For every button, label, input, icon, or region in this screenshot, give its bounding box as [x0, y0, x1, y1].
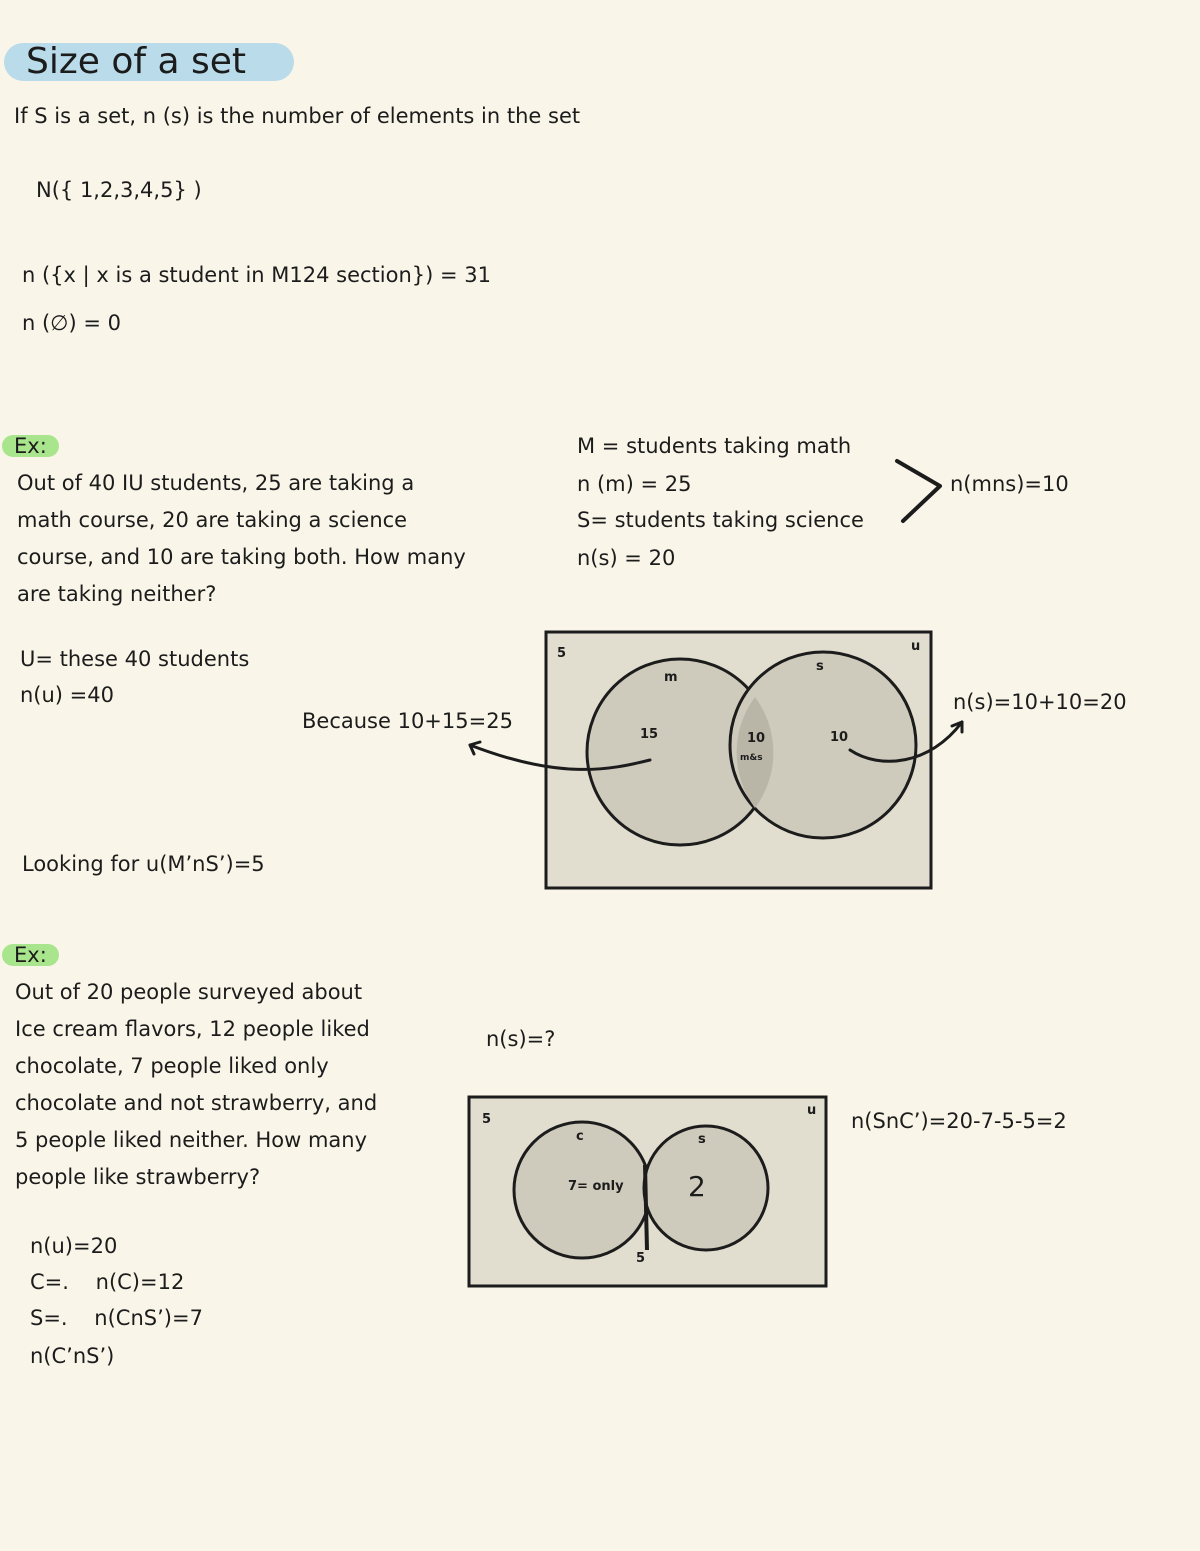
region-science-only: 10	[830, 730, 849, 745]
science-set-definition: S= students taking science	[577, 508, 864, 532]
region-both: 10	[747, 731, 766, 746]
example-problem: Out of 20 people surveyed about Ice cream flavors, 12 people liked chocolate, 7 people liked only chocolate and not strawberry, and 5 people liked neither. How many people like strawberry?	[15, 980, 378, 1189]
brace-arrow	[897, 461, 940, 521]
example-students-count: n ({x | x is a student in M124 section}) = 31	[22, 263, 491, 287]
set-size-definition: If S is a set, n (s) is the number of elements in the set	[14, 104, 581, 128]
corner-label: 5	[557, 646, 567, 661]
because-annotation: Because 10+15=25	[302, 709, 513, 733]
corner-label: 5	[482, 1112, 492, 1127]
region-strawberry-only: 2	[688, 1170, 706, 1203]
corner-label: u	[911, 639, 921, 654]
chocolate-count: C=. n(C)=12	[30, 1270, 185, 1294]
region-both-sub: m&s	[740, 753, 763, 763]
universe-definition: U= these 40 students	[20, 647, 250, 671]
circle-label-chocolate: c	[576, 1129, 584, 1144]
circle-label-math: m	[664, 670, 678, 685]
science-sum-annotation: n(s)=10+10=20	[953, 690, 1127, 714]
science-set-count: n(s) = 20	[577, 546, 676, 570]
chocolate-only-count: S=. n(CnS’)=7	[30, 1306, 203, 1330]
overlap-mark	[645, 1165, 647, 1250]
region-neither-mark: 5	[636, 1251, 646, 1266]
example-problem: Out of 40 IU students, 25 are taking a math course, 20 are taking a science course, and 10 are taking both. How many are taking neither?	[17, 471, 466, 606]
page-title: Size of a set	[4, 43, 294, 81]
region-math-only: 15	[640, 727, 659, 742]
circle-label-strawberry: s	[698, 1132, 706, 1147]
math-set-count: n (m) = 25	[577, 472, 692, 496]
strawberry-circle	[644, 1126, 768, 1250]
circle-label-science: s	[816, 659, 824, 674]
region-chocolate-only: 7= only	[568, 1179, 624, 1194]
intersection-count: n(mns)=10	[950, 472, 1069, 496]
looking-for-annotation: Looking for u(M’nS’)=5	[22, 852, 265, 876]
corner-label: u	[807, 1103, 817, 1118]
strawberry-only-calc: n(SnC’)=20-7-5-5=2	[851, 1109, 1067, 1133]
math-set-definition: M = students taking math	[577, 434, 852, 458]
strawberry-question: n(s)=?	[486, 1027, 556, 1051]
universe-count: n(u)=20	[30, 1234, 118, 1258]
venn-diagram-icecream	[469, 1097, 826, 1286]
neither-count: n(C’nS’)	[30, 1344, 115, 1368]
universe-count: n(u) =40	[20, 683, 114, 707]
example-badge: Ex:	[2, 435, 59, 457]
example-badge: Ex:	[2, 944, 59, 966]
example-empty-set: n (∅) = 0	[22, 311, 121, 335]
example-set-notation: N({ 1,2,3,4,5} )	[36, 178, 202, 202]
